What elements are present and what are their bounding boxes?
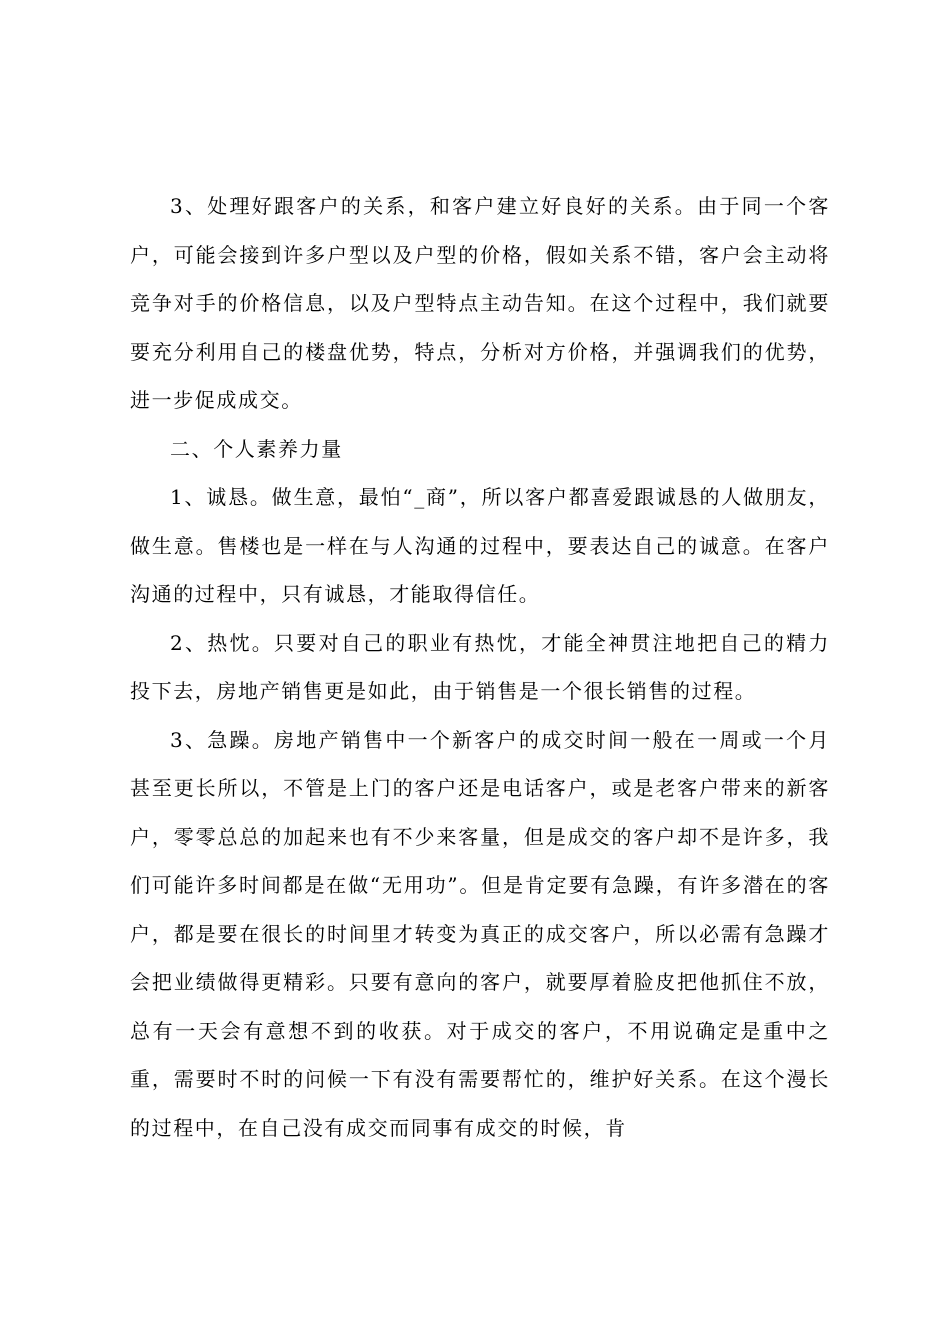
paragraph-enthusiasm: 2、热忱。只要对自己的职业有热忱，才能全神贯注地把自己的精力投下去，房地产销售更是如此，由于销售是一个很长销售的过程。 <box>130 630 830 703</box>
paragraph-sincerity: 1、诚恳。做生意，最怕“_商”，所以客户都喜爱跟诚恳的人做朋友，做生意。售楼也是一样在与人沟通的过程中，要表达自己的诚意。在客户沟通的过程中，只有诚恳，才能取得信任。 <box>130 485 830 606</box>
section-heading-personal-qualities: 二、个人素养力量 <box>170 436 343 461</box>
document-page <box>130 182 830 1152</box>
paragraph-customer-relations: 3、处理好跟客户的关系，和客户建立好良好的关系。由于同一个客户，可能会接到许多户型以及户型的价格，假如关系不错，客户会主动将竞争对手的价格信息，以及户型特点主动告知。在这个过程中，我们就要要充分利用自己的楼盘优势，特点，分析对方价格，并强调我们的优势，进一步促成成交。 <box>130 194 830 412</box>
paragraph-persistence: 3、急躁。房地产销售中一个新客户的成交时间一般在一周或一个月甚至更长所以，不管是上门的客户还是电话客户，或是老客户带来的新客户，零零总总的加起来也有不少来客量，但是成交的客户却不是许多，我们可能许多时间都是在做“无用功”。但是肯定要有急躁，有许多潜在的客户，都是要在很长的时间里才转变为真正的成交客户，所以必需有急躁才会把业绩做得更精彩。只要有意向的客户，就要厚着脸皮把他抓住不放，总有一天会有意想不到的收获。对于成交的客户，不用说确定是重中之重，需要时不时的问候一下有没有需要帮忙的，维护好关系。在这个漫长的过程中，在自己没有成交而同事有成交的时候，肯 <box>130 727 830 1140</box>
